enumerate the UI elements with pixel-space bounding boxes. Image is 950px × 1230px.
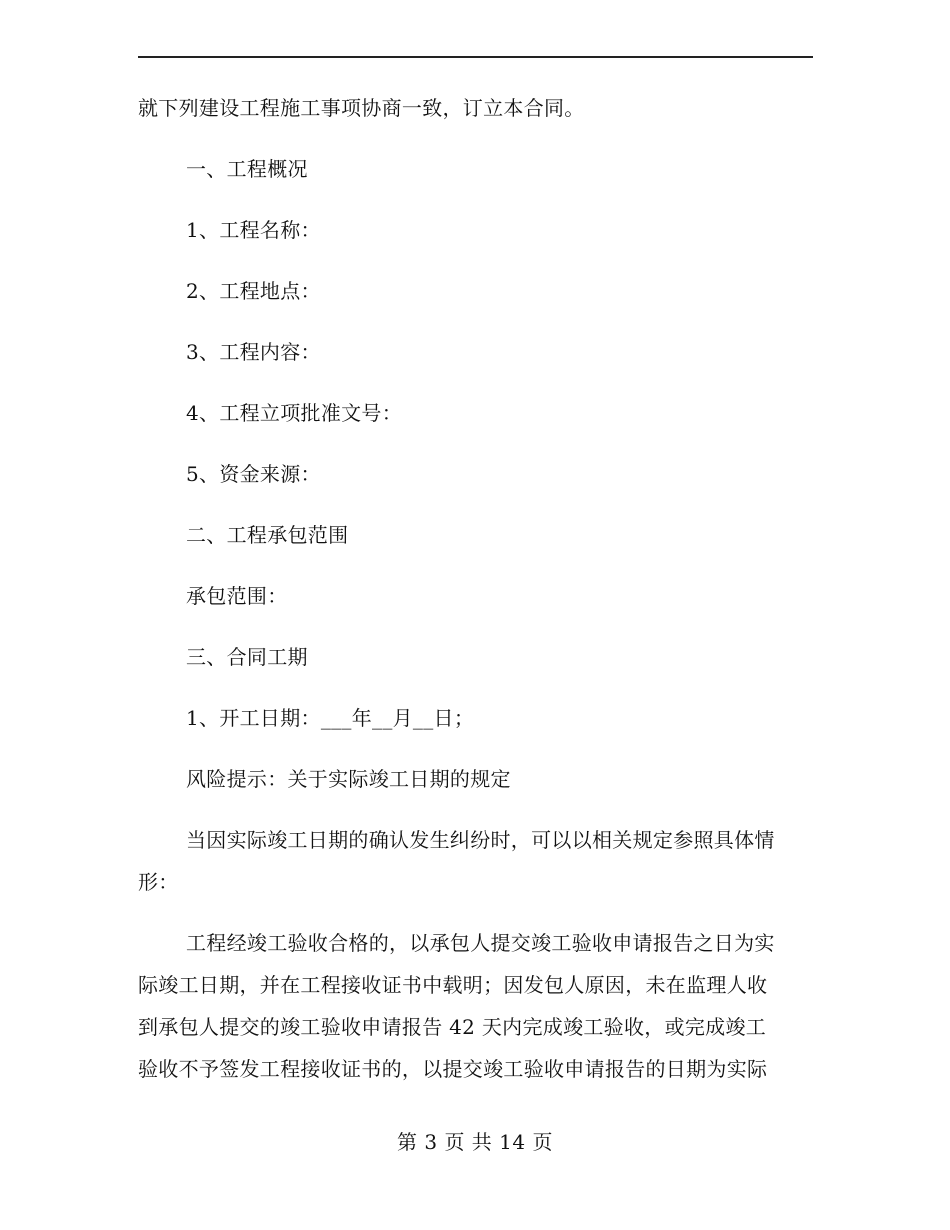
header-rule	[138, 56, 813, 58]
paragraph-line: 工程经竣工验收合格的，以承包人提交竣工验收申请报告之日为实	[186, 931, 775, 955]
project-content-field: 3、工程内容：	[186, 340, 321, 364]
project-approval-number-field: 4、工程立项批准文号：	[186, 401, 403, 425]
paragraph-line: 当因实际竣工日期的确认发生纠纷时，可以以相关规定参照具体情	[186, 828, 775, 852]
section-heading-contract-scope: 二、工程承包范围	[186, 523, 349, 547]
risk-notice-heading: 风险提示：关于实际竣工日期的规定	[186, 767, 511, 791]
paragraph-line: 际竣工日期，并在工程接收证书中载明；因发包人原因，未在监理人收	[138, 973, 768, 997]
paragraph-line: 到承包人提交的竣工验收申请报告 42 天内完成竣工验收，或完成竣工	[138, 1015, 767, 1039]
start-date-field: 1、开工日期：___年__月__日；	[186, 706, 475, 730]
page-number-footer: 第 3 页 共 14 页	[397, 1130, 553, 1154]
paragraph-line: 验收不予签发工程接收证书的，以提交竣工验收申请报告的日期为实际	[138, 1057, 768, 1081]
project-location-field: 2、工程地点：	[186, 279, 321, 303]
section-heading-project-overview: 一、工程概况	[186, 157, 308, 181]
intro-line: 就下列建设工程施工事项协商一致，订立本合同。	[138, 96, 585, 120]
section-heading-contract-period: 三、合同工期	[186, 645, 308, 669]
funding-source-field: 5、资金来源：	[186, 462, 321, 486]
contract-scope-field: 承包范围：	[186, 584, 288, 608]
paragraph-line: 形：	[138, 870, 179, 894]
project-name-field: 1、工程名称：	[186, 218, 321, 242]
